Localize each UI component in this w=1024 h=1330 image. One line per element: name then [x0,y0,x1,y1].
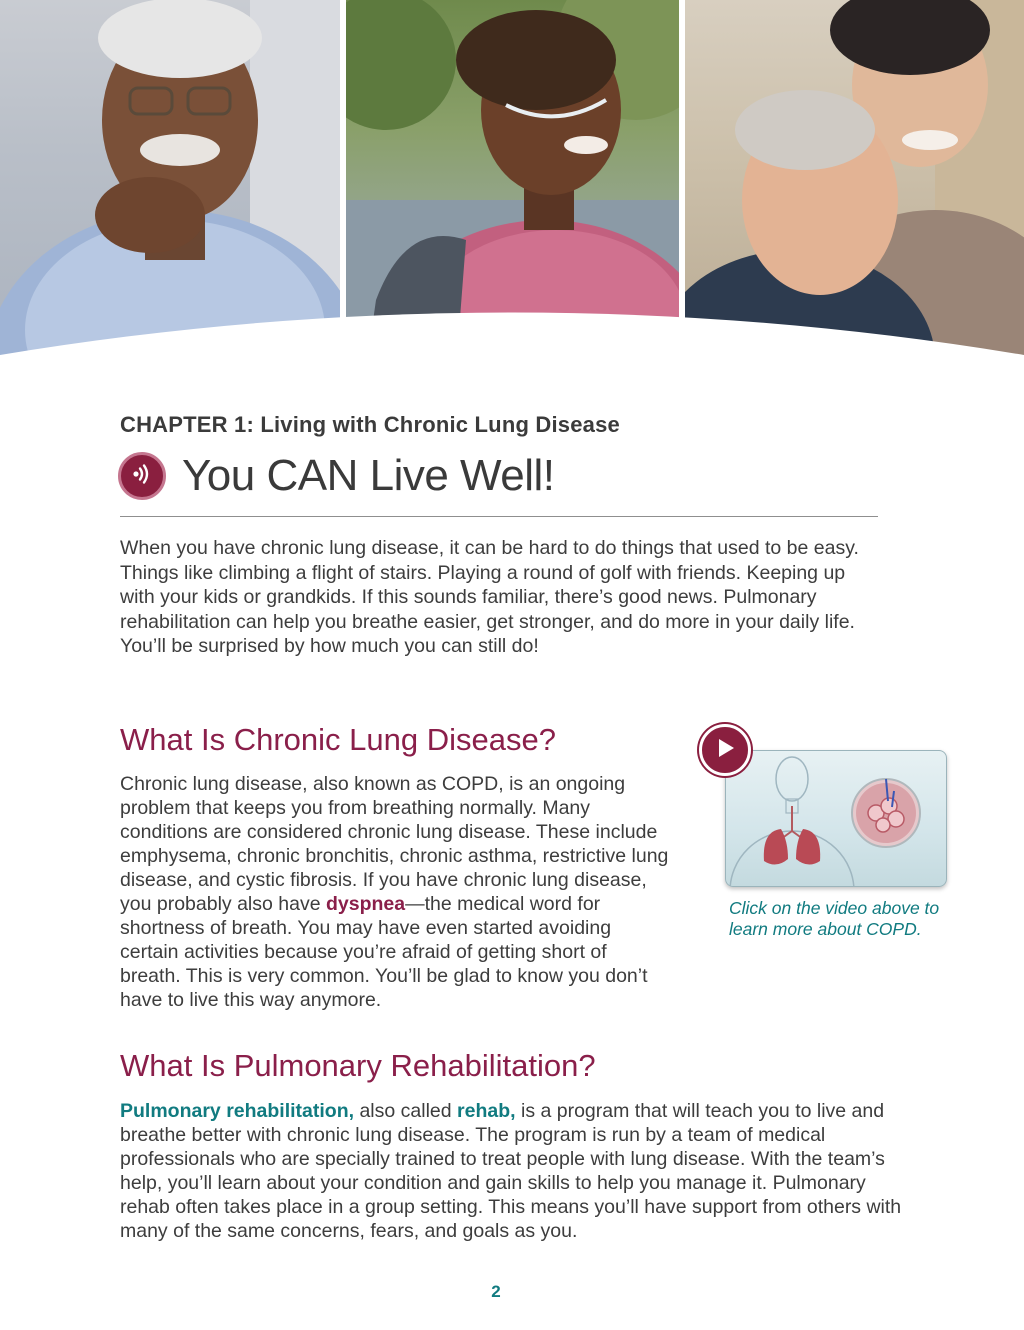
keyword-dyspnea: dyspnea [325,893,406,915]
copd-video-thumbnail[interactable] [725,750,947,887]
section-heading-chronic-lung-disease: What Is Chronic Lung Disease? [120,722,556,757]
chapter-label: CHAPTER 1: Living with Chronic Lung Disease [120,412,620,437]
page-title: You CAN Live Well! [182,451,555,500]
title-row [118,448,555,504]
section2-text-1: also called [354,1100,458,1122]
page-number: 2 [491,1282,501,1301]
section-heading-pulmonary-rehab: What Is Pulmonary Rehabilitation? [120,1048,596,1083]
intro-paragraph: When you have chronic lung disease, it can be hard to do things that used to be easy. Things like climbing a flight of stairs. Playing a round of golf with friends. Keeping up with your kids or grandkids. If this sounds familiar, there’s good news. Pulmonary rehabilitation can help you breathe easier, get stronger, and do more in your daily life. You’ll be surprised by how much you can still do! [120,537,859,657]
lungs-illustration [726,751,946,886]
speaker-audio-icon [129,461,155,492]
section2-paragraph [120,1099,920,1243]
keyword-pulmonary-rehabilitation: Pulmonary rehabilitation, [120,1100,355,1122]
section1-text-before: Chronic lung disease, also known as COPD, is an ongoing problem that keeps you from breathing normally. Many conditions are considered chronic lung disease. These include emphysema, chronic bronchitis, chronic asthma, restrictive lung disease, and cystic fibrosis. If you have chronic lung disease, you probably also have [120,773,669,915]
title-divider [120,516,878,517]
video-play-button[interactable] [699,724,751,776]
play-icon [713,736,737,765]
header-photo-strip [0,0,1024,370]
section1-paragraph [120,772,670,1012]
section1-text-after: —the medical word for shortness of breath. You may have even started avoiding certain activities because you’re afraid of getting short of breath. This is very common. You’ll be glad to know you don’t have to live this way anymore. [120,893,648,1011]
audio-button[interactable] [118,452,166,500]
section2-text-2: is a program that will teach you to live and breathe better with chronic lung disease. The program is run by a team of medical professionals who are specially trained to treat people with lung disease. With the team’s help, you’ll learn about your condition and gain skills to help you manage it. Pulmonary rehab often takes place in a group setting. This means you’ll have support from others with many of the same concerns, fears, and goals as you. [120,1100,902,1242]
keyword-rehab: rehab, [457,1100,516,1122]
video-caption: Click on the video above to learn more about COPD. [729,898,940,939]
